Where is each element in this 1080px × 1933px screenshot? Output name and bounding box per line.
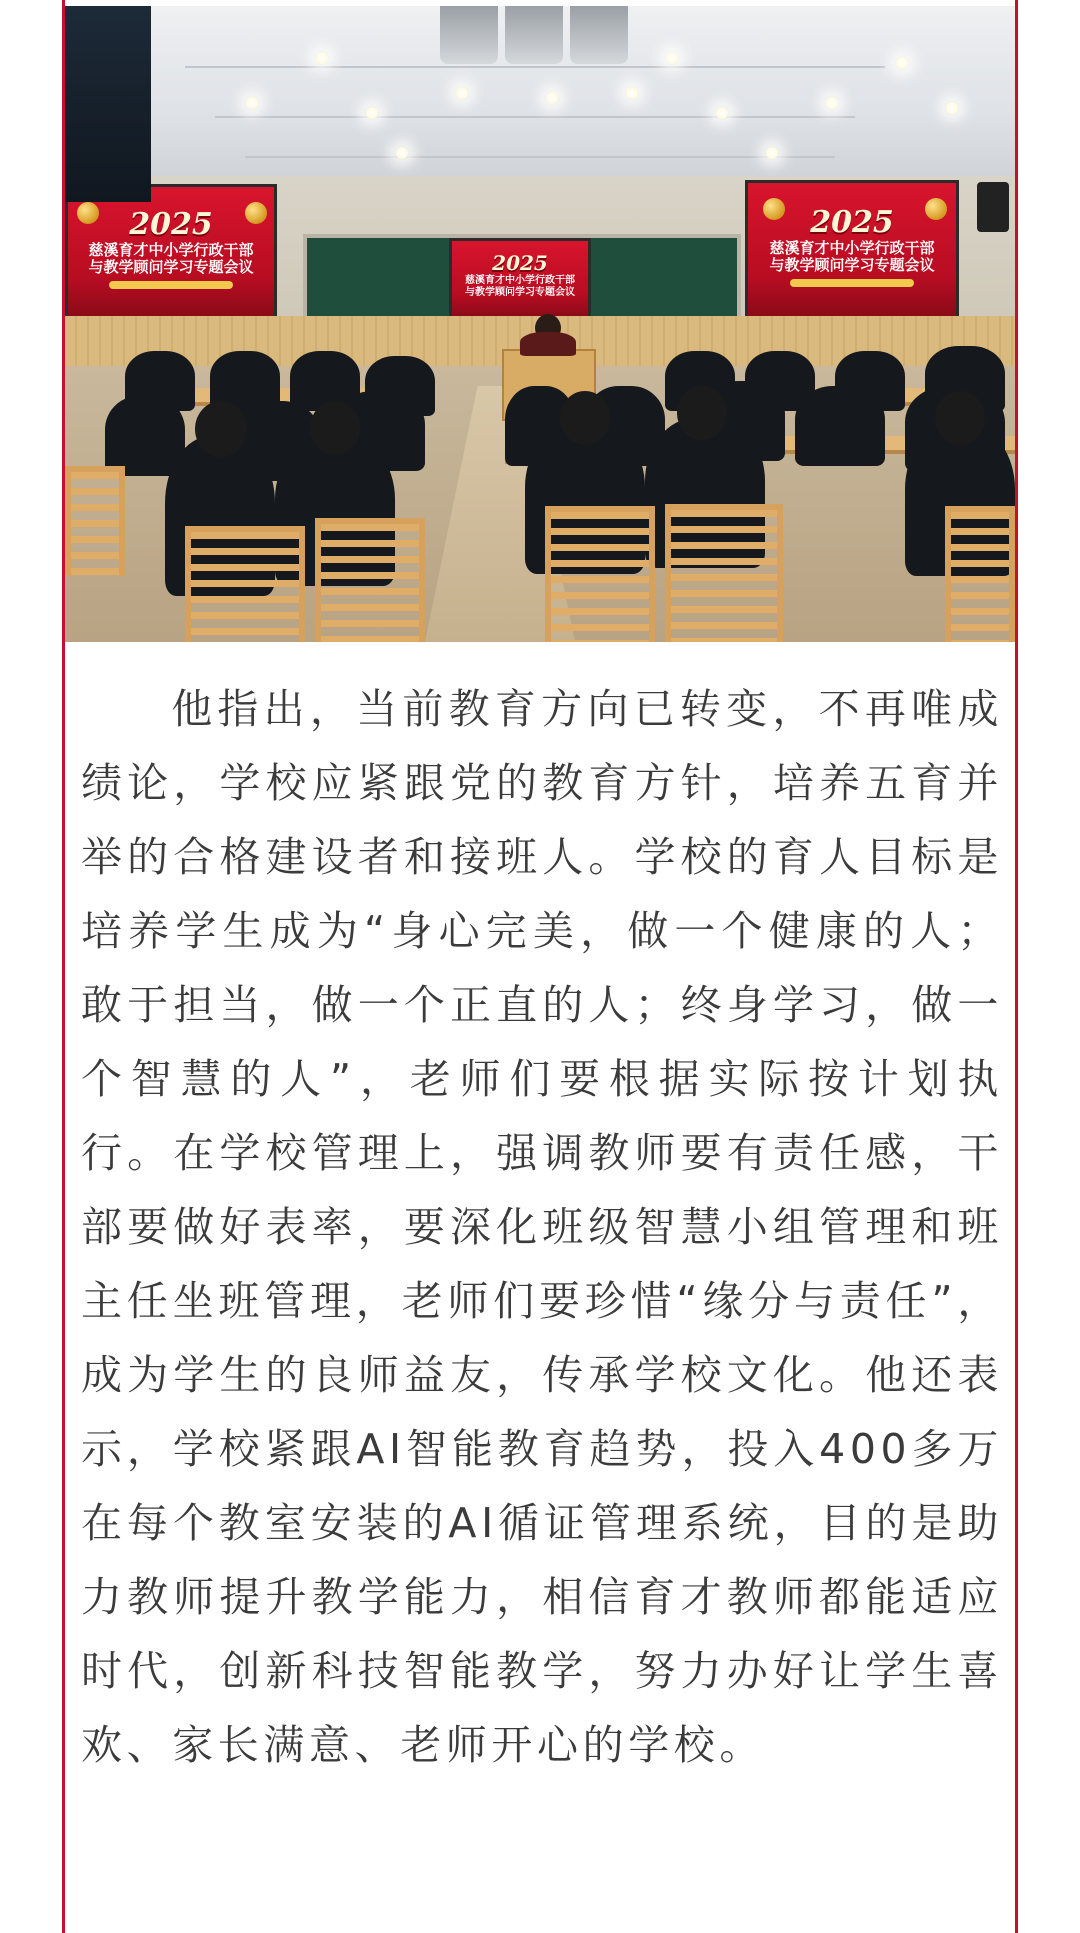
screen-title-line2: 与教学顾问学习专题会议 — [465, 286, 575, 298]
chair — [185, 526, 305, 642]
ceiling-light — [315, 51, 329, 65]
ornament — [77, 202, 99, 224]
attendee — [795, 386, 885, 466]
ornament — [763, 198, 785, 220]
screen-banner-bar — [109, 281, 233, 289]
speaker-person — [520, 332, 576, 356]
ceiling-line — [245, 156, 835, 158]
chair — [315, 518, 425, 642]
ceiling-light — [765, 146, 779, 160]
attendee-head — [677, 386, 727, 440]
ceiling-light — [715, 106, 729, 120]
center-screen — [449, 238, 591, 320]
ceiling-light — [665, 51, 679, 65]
screen-year: 2025 — [810, 205, 894, 240]
ceiling-light — [545, 91, 559, 105]
attendee-head — [560, 391, 610, 445]
attendee-head — [935, 391, 985, 445]
wall-speaker — [977, 182, 1009, 232]
ceiling-line — [185, 66, 885, 68]
screen-banner-bar — [790, 279, 915, 287]
ceiling-light — [825, 96, 839, 110]
wall-tv — [65, 6, 151, 202]
ornament — [925, 198, 947, 220]
left-screen — [65, 184, 277, 320]
ceiling-light — [945, 101, 959, 115]
screen-year: 2025 — [129, 207, 213, 242]
projector — [505, 6, 563, 64]
chair — [65, 466, 125, 576]
screen-title-line1: 慈溪育才中小学行政干部 — [465, 275, 575, 286]
chair — [665, 504, 783, 642]
chair — [945, 506, 1015, 642]
screen-title-line2: 与教学顾问学习专题会议 — [88, 258, 254, 277]
screen-title-line2: 与教学顾问学习专题会议 — [769, 256, 935, 275]
article-frame — [62, 0, 1018, 1933]
screen-year: 2025 — [492, 251, 548, 275]
projector — [570, 6, 628, 64]
chair — [545, 506, 655, 642]
attendee-head — [195, 401, 247, 457]
ornament — [245, 202, 267, 224]
ceiling-light — [625, 86, 639, 100]
ceiling-light — [245, 96, 259, 110]
meeting-photo — [65, 6, 1015, 642]
ceiling-light — [455, 86, 469, 100]
screen-title-line1: 慈溪育才中小学行政干部 — [769, 239, 935, 257]
ceiling-light — [365, 106, 379, 120]
article-paragraph: 他指出，当前教育方向已转变，不再唯成绩论，学校应紧跟党的教育方针，培养五育并举的合格建设者和接班人。学校的育人目标是培养学生成为“身心完美，做一个健康的人；敢于担当，做一个正直的人；终身学习，做一个智慧的人”，老师们要根据实际按计划执行。在学校管理上，强调教师要有责任感，干部要做好表率，要深化班级智慧小组管理和班主任坐班管理，老师们要珍惜“缘分与责任”，成为学生的良师益友，传承学校文化。他还表示，学校紧跟AI智能教育趋势，投入400多万在每个教室安装的AI循证管理系统，目的是助力教师提升教学能力，相信育才教师都能适应时代，创新科技智能教学，努力办好让学生喜欢、家长满意、老师开心的学校。 — [81, 685, 1003, 1769]
screen-title-line1: 慈溪育才中小学行政干部 — [88, 241, 254, 259]
ceiling-light — [895, 56, 909, 70]
ceiling-light — [395, 146, 409, 160]
ceiling-line — [215, 116, 855, 118]
projector — [440, 6, 498, 64]
attendee-head — [310, 401, 360, 455]
